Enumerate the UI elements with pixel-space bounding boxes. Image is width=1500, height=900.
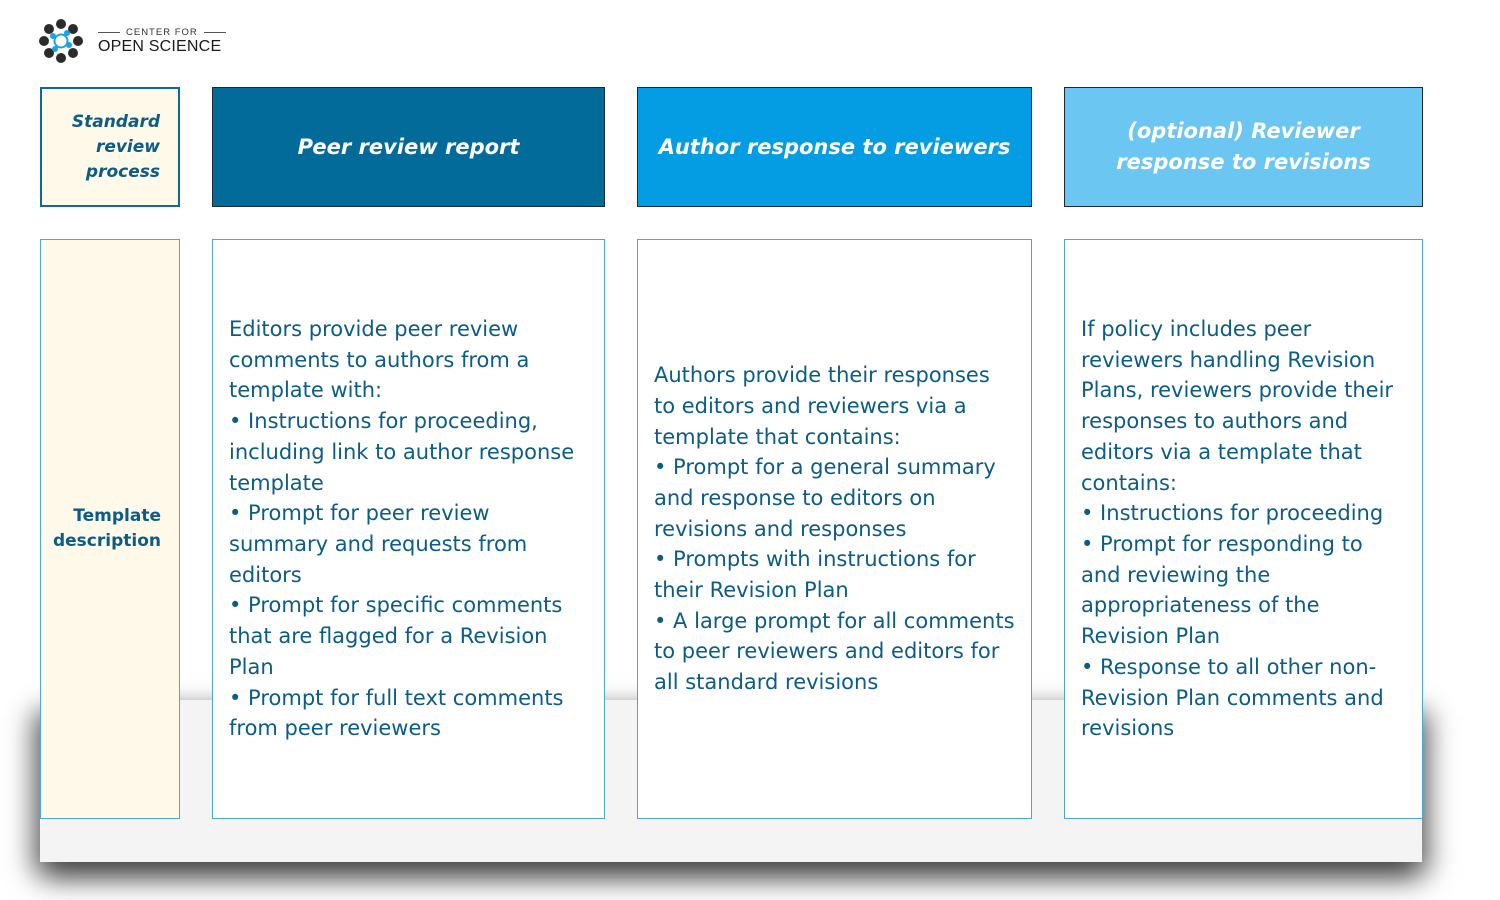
description-bullet: • Prompt for responding to and reviewing the appropriateness of the Revision Plan <box>1081 532 1363 649</box>
description-bullet: • Prompt for specific comments that are flagged for a Revision Plan <box>229 593 563 679</box>
description-peer-review-report <box>212 239 605 819</box>
header-peer-review-report: Peer review report <box>212 87 605 207</box>
row-label-template-description <box>40 239 180 819</box>
header-reviewer-response: (optional) Reviewer response to revisions <box>1064 87 1423 207</box>
description-bullet: • Prompt for a general summary and response to editors on revisions and responses <box>654 455 996 541</box>
logo-subtitle <box>98 27 266 38</box>
description-bullet: • Instructions for proceeding <box>1081 501 1384 526</box>
description-intro: Editors provide peer review comments to authors from a template with: <box>229 317 530 403</box>
description-bullet: • A large prompt for all comments to peer reviewers and editors for all standard revisions <box>654 608 1015 695</box>
description-bullet: • Prompt for full text comments from peer reviewers <box>229 685 564 741</box>
logo-title: OPEN SCIENCE <box>98 38 222 55</box>
logo-line1: CENTER FOR <box>126 27 198 38</box>
description-bullet: • Response to all other non-Revision Plan comments and revisions <box>1081 654 1384 741</box>
description-bullet: • Prompts with instructions for their Revision Plan <box>654 547 976 603</box>
row-label-standard-review: Standard review process <box>40 87 180 207</box>
description-bullet: • Instructions for proceeding, including link to author response template <box>229 409 575 495</box>
starburst-logo-icon <box>38 18 84 64</box>
description-intro: If policy includes peer reviewers handling Revision Plans, reviewers provide their responses to authors and editors via a template that contains: <box>1081 317 1394 495</box>
header-author-response: Author response to reviewers <box>637 87 1032 207</box>
cos-logo <box>38 18 238 66</box>
description-intro: Authors provide their responses to editors and reviewers via a template that contains: <box>654 363 990 449</box>
description-bullet: • Prompt for peer review summary and requests from editors <box>229 501 528 587</box>
description-reviewer-response <box>1064 239 1423 819</box>
template-description-label: Template description <box>52 506 161 551</box>
description-author-response <box>637 239 1032 819</box>
